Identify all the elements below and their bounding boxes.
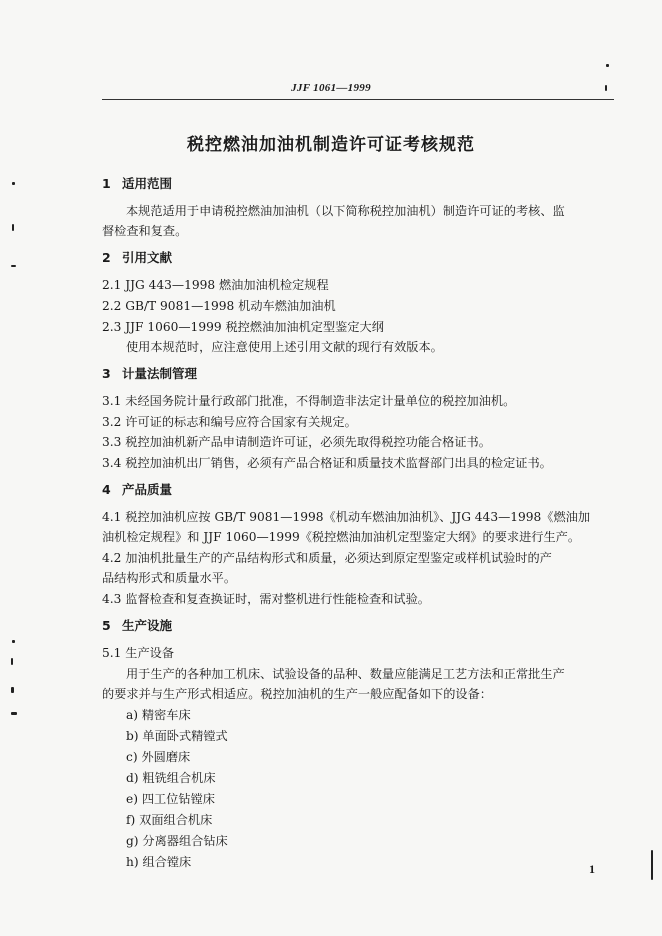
equipment-list-item: h) 组合镗床	[126, 855, 192, 869]
header-rule	[102, 99, 614, 100]
equipment-list-item: e) 四工位钻镗床	[126, 792, 215, 806]
section-5-heading: 5 生产设施	[102, 618, 173, 633]
section-5-paragraph-line-2: 的要求并与生产形式相适应。税控加油机的生产一般应配备如下的设备：	[102, 687, 492, 701]
section-4-item-2-line-2: 品结构形式和质量水平。	[102, 571, 237, 585]
equipment-list-item: b) 单面卧式精镗式	[126, 729, 228, 743]
scan-speck	[651, 850, 653, 880]
scan-speck	[12, 224, 14, 231]
section-3-item-4: 3.4 税控加油机出厂销售，必须有产品合格证和质量技术监督部门出具的检定证书。	[102, 456, 552, 470]
section-4-item-3: 4.3 监督检查和复查换证时，需对整机进行性能检查和试验。	[102, 592, 430, 606]
equipment-list-item: c) 外圆磨床	[126, 750, 191, 764]
scan-speck	[11, 687, 14, 693]
equipment-list-item: a) 精密车床	[126, 708, 191, 722]
section-4-item-1-line-2: 油机检定规程》和 JJF 1060—1999《税控燃油加油机定型鉴定大纲》的要求进行生产。	[102, 530, 581, 544]
section-2-item-2: 2.2 GB/T 9081—1998 机动车燃油加油机	[102, 299, 336, 313]
scan-speck	[605, 85, 607, 91]
section-2-note: 使用本规范时，应注意使用上述引用文献的现行有效版本。	[126, 340, 443, 354]
equipment-list-item: d) 粗铣组合机床	[126, 771, 216, 785]
scan-speck	[12, 182, 15, 185]
section-3-item-3: 3.3 税控加油机新产品申请制造许可证，必须先取得税控功能合格证书。	[102, 435, 491, 449]
section-1-heading: 1 适用范围	[102, 176, 173, 191]
scan-speck	[11, 265, 16, 267]
section-2-heading: 2 引用文献	[102, 250, 173, 265]
section-1-paragraph-line-1: 本规范适用于申请税控燃油加油机（以下简称税控加油机）制造许可证的考核、监	[126, 204, 565, 218]
section-3-item-1: 3.1 未经国务院计量行政部门批准，不得制造非法定计量单位的税控加油机。	[102, 394, 516, 408]
section-3-item-2: 3.2 许可证的标志和编号应符合国家有关规定。	[102, 415, 357, 429]
scan-speck	[606, 64, 609, 67]
equipment-list-item: f) 双面组合机床	[126, 813, 213, 827]
document-title: 税控燃油加油机制造许可证考核规范	[187, 135, 475, 155]
scan-speck	[11, 712, 17, 715]
section-3-heading: 3 计量法制管理	[102, 366, 198, 381]
page-number: 1	[589, 862, 595, 876]
equipment-list-item: g) 分离器组合钻床	[126, 834, 228, 848]
section-5-subheading: 5.1 生产设备	[102, 646, 175, 660]
section-5-paragraph-line-1: 用于生产的各种加工机床、试验设备的品种、数量应能满足工艺方法和正常批生产	[126, 667, 565, 681]
section-1-paragraph-line-2: 督检查和复查。	[102, 224, 188, 238]
section-4-heading: 4 产品质量	[102, 482, 173, 497]
section-4-item-1-line-1: 4.1 税控加油机应按 GB/T 9081—1998《机动车燃油加油机》、JJG 443—1998《燃油加	[102, 510, 591, 524]
scan-speck	[12, 640, 15, 643]
section-2-item-3: 2.3 JJF 1060—1999 税控燃油加油机定型鉴定大纲	[102, 320, 384, 334]
scan-speck	[11, 658, 13, 665]
standard-code-header: JJF 1061—1999	[291, 82, 371, 94]
section-4-item-2-line-1: 4.2 加油机批量生产的产品结构形式和质量，必须达到原定型鉴定或样机试验时的产	[102, 551, 552, 565]
section-2-item-1: 2.1 JJG 443—1998 燃油加油机检定规程	[102, 278, 329, 292]
